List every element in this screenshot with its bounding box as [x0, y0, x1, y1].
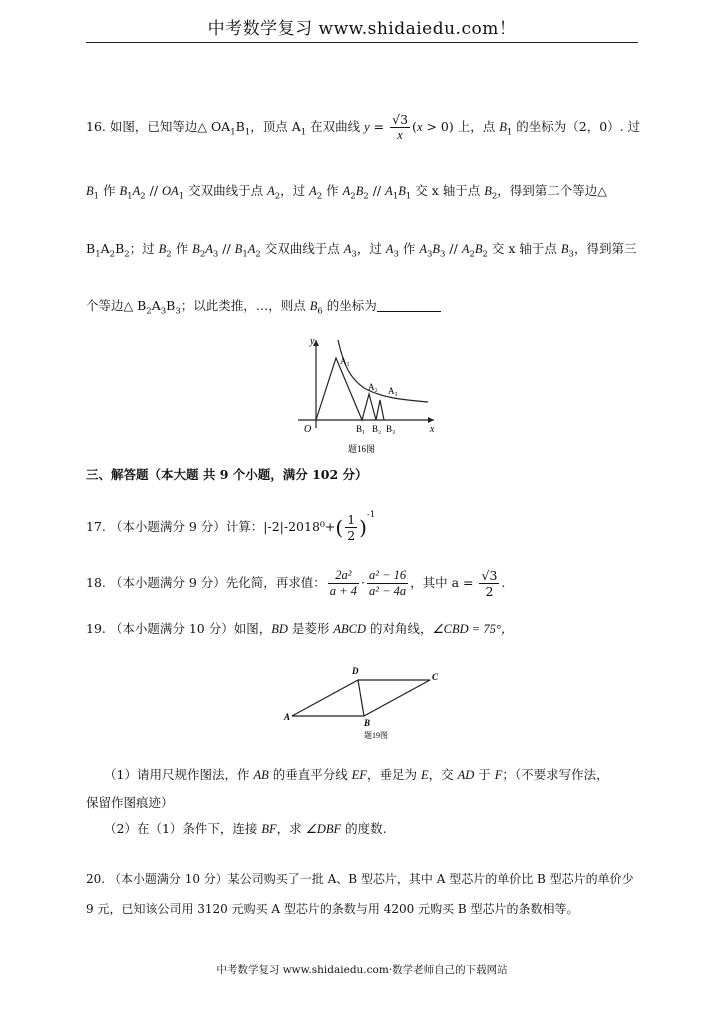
figure-19-caption: 题19图 [364, 731, 388, 740]
header-divider [86, 42, 638, 43]
label-a: A [284, 712, 291, 722]
q19-abcd: ABCD [333, 622, 366, 636]
b1-label: B₁ [356, 424, 366, 434]
q20-line-2: 9 元，已知该公司用 3120 元购买 A 型芯片的条数与用 4200 元购买 B 型芯片的条数相等。 [86, 902, 579, 916]
q16-text: ，过 [280, 183, 310, 198]
q16-text: ，得到第三 [573, 241, 637, 256]
origin-label: O [304, 424, 312, 435]
q16-text: 的坐标为 [322, 298, 377, 313]
q19-part1-text: 的垂直平分线 [268, 767, 352, 782]
q16-text: 交双曲线于点 [184, 183, 268, 198]
q16-text: 作 [99, 183, 120, 198]
q17-line: 17. （本小题满分 9 分）计算：|-2|-2018⁰+( $\frac{1}{2}$ )$^{-1}$ [86, 510, 376, 543]
q19-part-1-cont: 保留作图痕迹） [86, 795, 174, 810]
q19-part1-text: 于 [474, 767, 495, 782]
q19-part1-f: F [494, 768, 503, 782]
q16-text: ，过 [356, 241, 386, 256]
q19-part1-ad: AD [457, 768, 475, 782]
q16-text: ，顶点 A [250, 119, 301, 134]
figure-16-caption: 题16图 [348, 444, 376, 454]
label-b: B [364, 718, 371, 728]
q17-expression: |-2|-2018⁰+ [263, 519, 336, 534]
footer-text: 中考数学复习 www.shidaiedu.com·数学老师自己的下载网站 [216, 964, 508, 976]
q19-text: 的对角线， [365, 621, 433, 636]
diagonal-bd [358, 680, 364, 716]
q19-part2-text: ，求 [276, 821, 306, 836]
a3-label: A₃ [388, 386, 398, 396]
q17-denominator: 2 [347, 528, 356, 543]
a1-label: A₁ [340, 356, 350, 366]
q20-line-1: 20. （本小题满分 10 分）某公司购买了一批 A、B 型芯片，其中 A 型芯片的单价比 B 型芯片的单价少 [86, 872, 634, 886]
q19-part1-text: ；（不要求写作法， [502, 767, 609, 782]
q16-text: 作 [171, 241, 193, 256]
q16-text: ，得到第二个等边△ [497, 183, 607, 198]
q19-part-1 [104, 766, 609, 784]
q19-line-1 [86, 620, 513, 638]
q16-text: 16. 如图，已知等边△ OA [86, 119, 231, 134]
q19-angle: ∠CBD = 75°， [432, 622, 514, 636]
q16-text: 上，点 [453, 119, 500, 134]
q18-where: ，其中 a = [410, 575, 478, 590]
q19-part1-e: E [420, 768, 429, 782]
q16-text: 交双曲线于点 [260, 241, 344, 256]
q19-part2-angle: ∠DBF [305, 822, 342, 836]
hyperbola-fraction: $\frac{√3}{x}$ [392, 112, 409, 142]
q16-text: 的坐标为（2，0）. 过 [512, 119, 641, 134]
q16-text: 交 x 轴于点 [411, 183, 485, 198]
q16-line-2: $B_1$ 作 $B_1A_2 // OA_1$ 交双曲线于点 $A_2$，过 $A_2$ 作 $A_2B_2 // A_1B_1$ 交 x 轴于点 $B_2$，得到第二个等边△ [86, 183, 607, 202]
label-d: D [352, 666, 359, 676]
q18-f2-denominator: a² − 4a [368, 584, 407, 598]
q19-part1-text: ，垂足为 [366, 767, 421, 782]
q19-text: 19. （本小题满分 10 分）如图， [86, 621, 272, 636]
q19-part2-text: 的度数. [341, 821, 387, 836]
q19-part2-bf: BF [261, 822, 277, 836]
figure-16 [292, 336, 442, 460]
q17-numerator: 1 [347, 512, 356, 527]
q19-part1-ef: EF [351, 768, 367, 782]
q19-part1-text: ，交 [428, 767, 458, 782]
q16-text: ；以此类推，…，则点 [180, 298, 310, 313]
q19-part2-text: （2）在（1）条件下，连接 [104, 821, 262, 836]
q16-text: 在双曲线 [306, 119, 365, 134]
y-label: y [310, 336, 315, 347]
q18-f1-numerator: 2a² [328, 568, 359, 584]
q16-text: ；过 [129, 241, 159, 256]
label-c: C [432, 672, 439, 682]
figure-19 [280, 662, 448, 746]
q16-text: 个等边△ B [86, 298, 147, 313]
q17-fraction [345, 512, 357, 543]
q16-line-3: $B_1A_2B_2$；过 $B_2$ 作 $B_2A_3 // B_1A_2$ 交双曲线于点 $A_3$，过 $A_3$ 作 $A_3B_3 // A_2B_2$ 交 x 轴于点 $B_3$，得到第三 [86, 241, 637, 260]
answer-blank [377, 299, 441, 312]
q19-part1-text: （1）请用尺规作图法，作 [104, 767, 254, 782]
q18-fraction-1 [328, 568, 359, 599]
q18-value-numerator: √3 [481, 568, 498, 583]
x-label: x [430, 424, 435, 435]
q19-text: 是菱形 [287, 621, 334, 636]
a2-label: A₂ [368, 382, 378, 392]
q17-exponent: -1 [366, 510, 376, 520]
header-title: 中考数学复习 www.shidaiedu.com！ [207, 19, 517, 39]
q18-f2-numerator: a² − 16 [368, 568, 407, 582]
b2-label: B₂ [372, 424, 382, 434]
q18-line: 18. （本小题满分 9 分）先化简，再求值： $\frac{\text{2a²}}{a + 4}$ · $\frac{\text{a² − 16}}{\text{a² − 4a}}$ ，其中 a = $\frac{√3}{2}$ . [86, 568, 506, 599]
q16-line-1: 16. 如图，已知等边△ $OA_1B_1$，顶点 $A_1$ 在双曲线 y = $\frac{√3}{x}$ (x > 0) 上，点 $B_1$ 的坐标为（2，0）. 过 [86, 112, 641, 142]
q16-text: 作 [322, 183, 343, 198]
section-3-title: 三、解答题（本大题 共 9 个小题，满分 102 分） [86, 467, 368, 482]
x-axis-arrow-icon [428, 417, 434, 423]
q18-text: 18. （本小题满分 9 分）先化简，再求值： [86, 575, 326, 590]
q18-fraction-2 [367, 568, 408, 599]
q16-line-4: 个等边△ $B_2A_3B_3$；以此类推，…，则点 $B_6$ 的坐标为 [86, 297, 441, 315]
q18-value-denominator: 2 [485, 584, 494, 599]
q17-text: 17. （本小题满分 9 分）计算： [86, 519, 264, 534]
q19-part1-ab: AB [253, 768, 269, 782]
q19-part-2 [104, 820, 387, 838]
q18-value [479, 568, 499, 599]
q18-f1-denominator: a + 4 [329, 584, 357, 598]
q16-text: 交 x 轴于点 [487, 241, 561, 256]
b3-label: B₃ [386, 424, 396, 434]
hyperbola-curve [338, 340, 428, 402]
q16-text: 作 [398, 241, 420, 256]
q19-bd: BD [271, 622, 288, 636]
